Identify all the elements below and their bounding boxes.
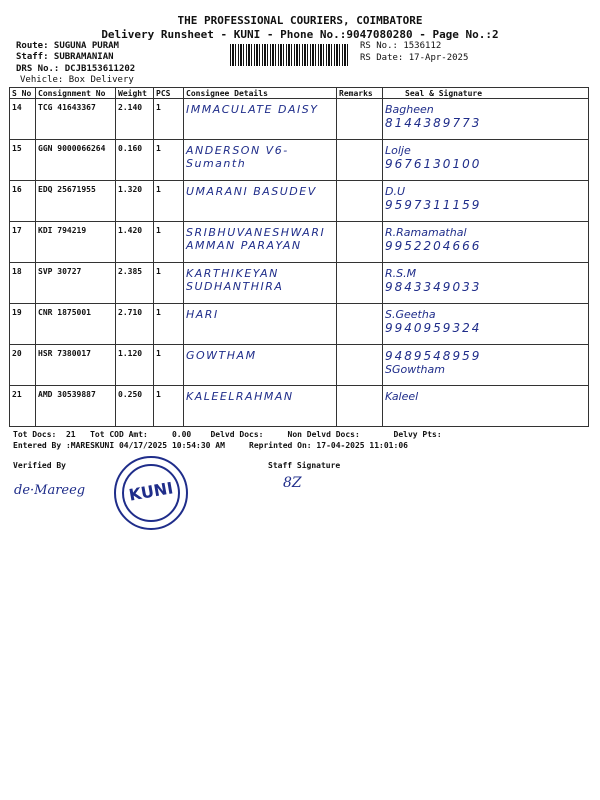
stamp-text: KUNI bbox=[127, 478, 175, 505]
consignment-no: EDQ 25671955 bbox=[36, 181, 116, 222]
rs-date: RS Date: 17-Apr-2025 bbox=[360, 53, 469, 63]
remarks bbox=[337, 99, 383, 140]
staff-signature-mark: 8Z bbox=[283, 475, 302, 491]
col-sno: S No bbox=[10, 88, 36, 99]
drs-number: DRS No.: DCJB153611202 bbox=[16, 64, 136, 74]
sno: 17 bbox=[10, 222, 36, 263]
remarks bbox=[337, 345, 383, 386]
sno: 19 bbox=[10, 304, 36, 345]
signature-mark: SGowtham bbox=[385, 363, 445, 376]
col-consignee: Consignee Details bbox=[184, 88, 337, 99]
barcode bbox=[230, 44, 348, 66]
consignee-details: IMMACULATE DAISY bbox=[184, 99, 337, 140]
pcs: 1 bbox=[154, 386, 184, 427]
signature-mark: Kaleel bbox=[385, 390, 419, 403]
consignment-no: AMD 30539887 bbox=[36, 386, 116, 427]
table-row bbox=[10, 222, 589, 263]
weight: 2.385 bbox=[116, 263, 154, 304]
sno: 18 bbox=[10, 263, 36, 304]
consignee-details: GOWTHAM bbox=[184, 345, 337, 386]
seal-signature bbox=[383, 345, 589, 386]
vehicle: Vehicle: Box Delivery bbox=[20, 75, 134, 85]
table-header-row bbox=[10, 88, 589, 99]
table-row bbox=[10, 345, 589, 386]
col-pcs: PCS bbox=[154, 88, 184, 99]
weight: 2.140 bbox=[116, 99, 154, 140]
signature-mark: Lolje bbox=[385, 144, 411, 157]
table-row bbox=[10, 140, 589, 181]
remarks bbox=[337, 222, 383, 263]
sno: 21 bbox=[10, 386, 36, 427]
consignment-no: TCG 41643367 bbox=[36, 99, 116, 140]
staff: Staff: SUBRAMANIAN bbox=[16, 52, 114, 62]
consignment-no: CNR 1875001 bbox=[36, 304, 116, 345]
consignee-details: SRIBHUVANESHWARI AMMAN PARAYAN bbox=[184, 222, 337, 263]
consignee-details: KALEELRAHMAN bbox=[184, 386, 337, 427]
rs-number: RS No.: 1536112 bbox=[360, 41, 442, 51]
table-row bbox=[10, 99, 589, 140]
sno: 16 bbox=[10, 181, 36, 222]
signature-phone: 9952204666 bbox=[385, 239, 482, 253]
seal-signature bbox=[383, 304, 589, 345]
pcs: 1 bbox=[154, 345, 184, 386]
consignment-no: HSR 7380017 bbox=[36, 345, 116, 386]
pcs: 1 bbox=[154, 181, 184, 222]
pcs: 1 bbox=[154, 263, 184, 304]
verified-by-label: Verified By bbox=[13, 461, 66, 470]
pcs: 1 bbox=[154, 304, 184, 345]
signature-phone: 9597311159 bbox=[385, 198, 482, 212]
col-weight: Weight bbox=[116, 88, 154, 99]
signature-mark: R.S.M bbox=[385, 267, 417, 280]
company-title: THE PROFESSIONAL COURIERS, COIMBATORE bbox=[177, 14, 423, 27]
remarks bbox=[337, 263, 383, 304]
remarks bbox=[337, 181, 383, 222]
signature-mark: D.U bbox=[385, 185, 406, 198]
table-row bbox=[10, 181, 589, 222]
seal-signature bbox=[383, 263, 589, 304]
route: Route: SUGUNA PURAM bbox=[16, 41, 119, 51]
runsheet-table bbox=[9, 87, 589, 427]
remarks bbox=[337, 140, 383, 181]
weight: 2.710 bbox=[116, 304, 154, 345]
sno: 15 bbox=[10, 140, 36, 181]
signature-phone: 9843349033 bbox=[385, 280, 482, 294]
consignment-no: SVP 30727 bbox=[36, 263, 116, 304]
verifier-signature: de·Mareeg bbox=[14, 483, 86, 498]
table-row bbox=[10, 263, 589, 304]
pcs: 1 bbox=[154, 140, 184, 181]
table-row bbox=[10, 304, 589, 345]
signature-phone: 9489548959 bbox=[385, 349, 482, 363]
seal-signature bbox=[383, 386, 589, 427]
seal-signature bbox=[383, 140, 589, 181]
weight: 1.420 bbox=[116, 222, 154, 263]
weight: 0.160 bbox=[116, 140, 154, 181]
consignee-details: KARTHIKEYAN SUDHANTHIRA bbox=[184, 263, 337, 304]
entered-by-line: Entered By :MARESKUNI 04/17/2025 10:54:30 AM Reprinted On: 17-04-2025 11:01:06 bbox=[13, 441, 408, 450]
weight: 1.120 bbox=[116, 345, 154, 386]
pcs: 1 bbox=[154, 222, 184, 263]
consignment-no: GGN 9000066264 bbox=[36, 140, 116, 181]
consignee-details: UMARANI BASUDEV bbox=[184, 181, 337, 222]
sno: 14 bbox=[10, 99, 36, 140]
runsheet-title: Delivery Runsheet - KUNI - Phone No.:9047080280 - Page No.:2 bbox=[101, 28, 499, 41]
signature-phone: 9940959324 bbox=[385, 321, 482, 335]
sno: 20 bbox=[10, 345, 36, 386]
remarks bbox=[337, 386, 383, 427]
consignee-details: HARI bbox=[184, 304, 337, 345]
seal-signature bbox=[383, 222, 589, 263]
weight: 1.320 bbox=[116, 181, 154, 222]
seal-signature bbox=[383, 181, 589, 222]
remarks bbox=[337, 304, 383, 345]
signature-mark: Bagheen bbox=[385, 103, 434, 116]
staff-signature-label: Staff Signature bbox=[268, 461, 341, 470]
weight: 0.250 bbox=[116, 386, 154, 427]
col-signature: Seal & Signature bbox=[383, 88, 589, 99]
signature-phone: 9676130100 bbox=[385, 157, 482, 171]
pcs: 1 bbox=[154, 99, 184, 140]
table-row bbox=[10, 386, 589, 427]
signature-mark: S.Geetha bbox=[385, 308, 436, 321]
consignment-no: KDI 794219 bbox=[36, 222, 116, 263]
col-consignment: Consignment No bbox=[36, 88, 116, 99]
signature-mark: R.Ramamathal bbox=[385, 226, 467, 239]
col-remarks: Remarks bbox=[337, 88, 383, 99]
seal-signature bbox=[383, 99, 589, 140]
signature-phone: 8144389773 bbox=[385, 116, 482, 130]
kuni-stamp bbox=[114, 456, 188, 530]
consignee-details: ANDERSON V6-Sumanth bbox=[184, 140, 337, 181]
totals-line: Tot Docs: 21 Tot COD Amt: 0.00 Delvd Docs: Non Delvd Docs: Delvy Pts: bbox=[13, 430, 442, 439]
